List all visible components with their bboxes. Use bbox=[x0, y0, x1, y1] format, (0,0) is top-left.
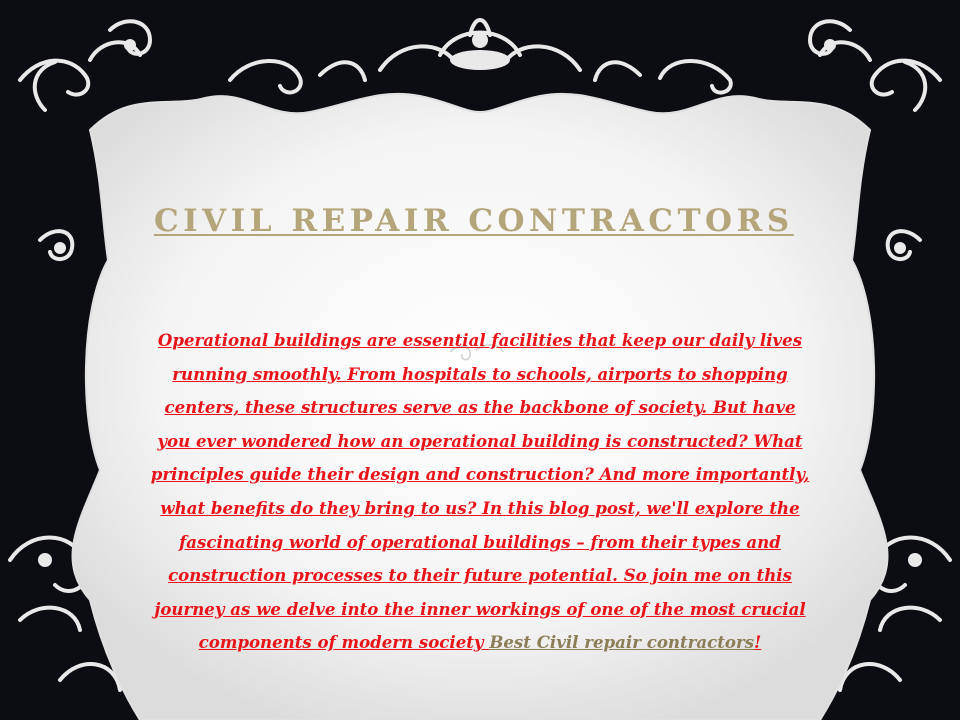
blog-post-link[interactable]: Operational buildings are essential facilities that keep our daily lives running smoothly. From hospitals to schools, airports to shopping centers, these structures serve as the backbone of society. But have you ever wondered how an operational building is constructed? What principles guide their design and construction? And more importantly, what benefits do they bring to us? In this blog post, we'll explore the fascinating world of operational buildings – from their types and construction processes to their future potential. So join me on this journey as we delve into the inner workings of one of the most crucial components of modern society bbox=[150, 330, 810, 653]
best-civil-repair-contractors-link[interactable]: Best Civil repair contractors bbox=[489, 632, 755, 653]
slide-title[interactable]: CIVIL REPAIR CONTRACTORS bbox=[154, 203, 794, 239]
cta-exclamation: ! bbox=[754, 632, 762, 653]
slide-body bbox=[150, 324, 810, 660]
